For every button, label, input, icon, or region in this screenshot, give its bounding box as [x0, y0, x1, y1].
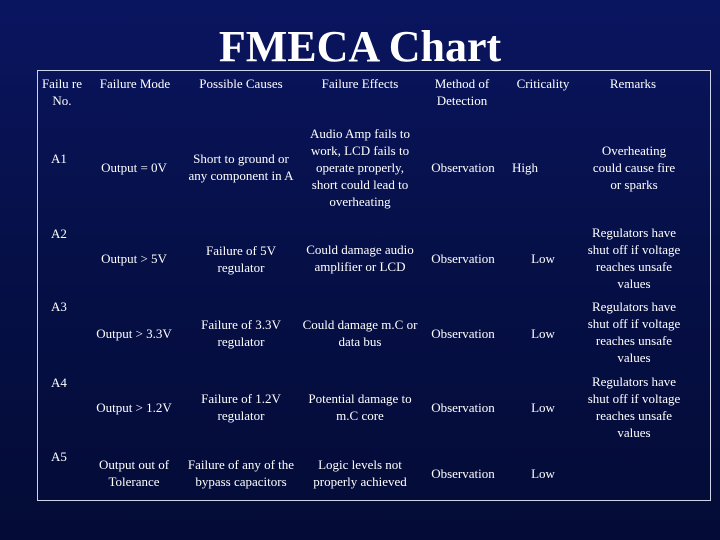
possible-causes-cell: Failure of any of the bypass capacitors — [187, 457, 295, 489]
header-failure-no: Failu re No. — [41, 76, 83, 108]
row-id: A1 — [51, 151, 67, 166]
possible-causes-cell: Failure of 1.2V regulator — [201, 391, 281, 423]
page-title: FMECA Chart — [218, 22, 502, 71]
criticality-cell: Low — [531, 250, 555, 266]
remarks-cell: Regulators have shut off if voltage reaches unsafe values — [587, 299, 681, 365]
detection-method-cell: Observation — [431, 159, 495, 175]
criticality-cell: Low — [531, 399, 555, 415]
remarks-cell: Regulators have shut off if voltage reaches unsafe values — [587, 225, 681, 291]
detection-method-cell: Observation — [431, 465, 495, 481]
detection-method-cell: Observation — [431, 250, 495, 266]
header-possible-causes: Possible Causes — [199, 76, 283, 91]
failure-mode-cell: Output = 0V — [101, 159, 167, 175]
failure-mode-cell: Output > 1.2V — [96, 399, 172, 415]
possible-causes-cell: Short to ground or any component in A — [188, 151, 294, 183]
row-id: A3 — [51, 299, 67, 314]
remarks-cell — [586, 463, 682, 483]
header-remarks: Remarks — [609, 76, 657, 91]
failure-mode-cell: Output > 5V — [101, 250, 167, 266]
header-failure-effects: Failure Effects — [321, 76, 399, 91]
criticality-cell: Low — [531, 465, 555, 481]
remarks-cell: Regulators have shut off if voltage reaches unsafe values — [587, 374, 681, 440]
failure-effects-cell: Could damage m.C or data bus — [302, 317, 418, 349]
failure-effects-cell: Potential damage to m.C core — [308, 391, 412, 423]
possible-causes-cell: Failure of 5V regulator — [205, 243, 277, 275]
failure-mode-cell: Output > 3.3V — [96, 325, 172, 341]
detection-method-cell: Observation — [431, 325, 495, 341]
header-failure-mode: Failure Mode — [99, 76, 171, 91]
failure-effects-cell: Logic levels not properly achieved — [313, 457, 407, 489]
detection-method-cell: Observation — [431, 399, 495, 415]
failure-mode-cell: Output out of Tolerance — [98, 457, 170, 489]
criticality-cell: High — [512, 159, 538, 175]
header-method-of-detection: Method of Detection — [434, 76, 490, 108]
remarks-cell: Overheating could cause fire or sparks — [592, 142, 676, 192]
failure-effects-cell: Could damage audio amplifier or LCD — [306, 242, 414, 274]
row-id: A5 — [51, 449, 67, 464]
possible-causes-cell: Failure of 3.3V regulator — [201, 317, 281, 349]
row-id: A2 — [51, 226, 67, 241]
row-id: A4 — [51, 375, 67, 390]
failure-effects-cell: Audio Amp fails to work, LCD fails to operate properly, short could lead to overheating — [309, 125, 411, 209]
header-criticality: Criticality — [516, 76, 570, 91]
criticality-cell: Low — [531, 325, 555, 341]
